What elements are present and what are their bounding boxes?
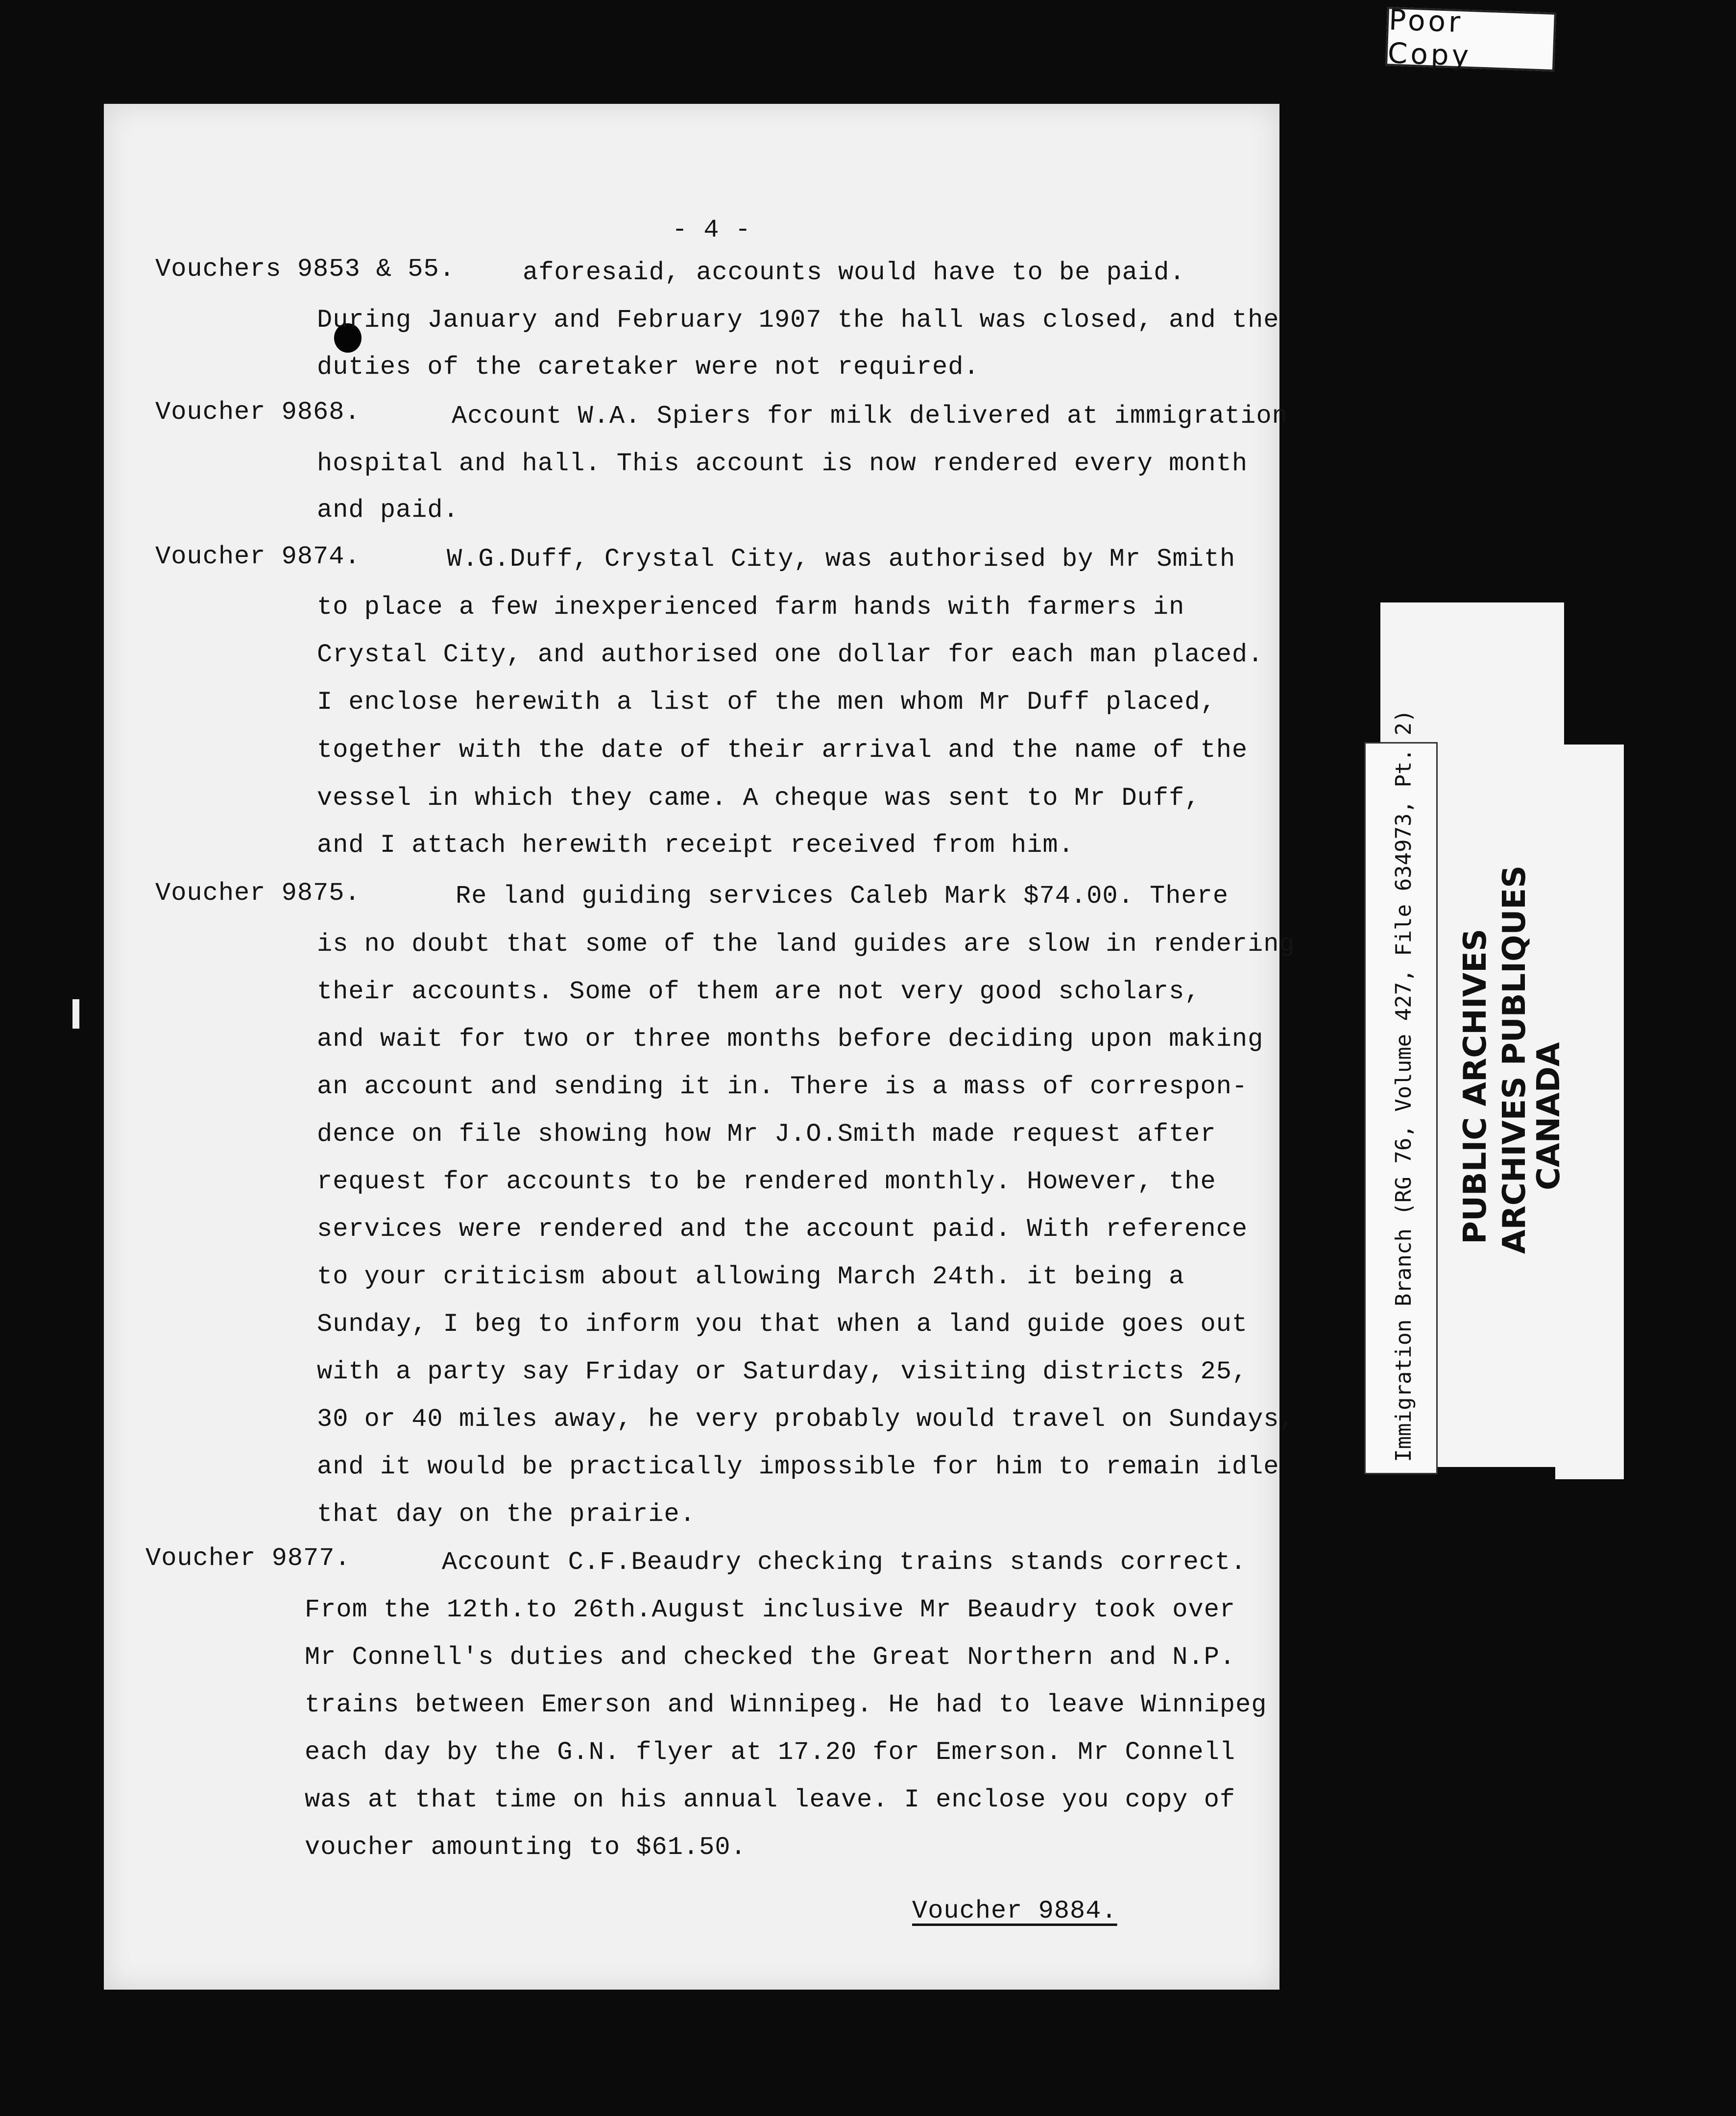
body-line: vessel in which they came. A cheque was sent to Mr Duff, [317, 784, 1201, 813]
body-line: each day by the G.N. flyer at 17.20 for Emerson. Mr Connell [305, 1738, 1236, 1767]
poor-copy-label: Poor Copy [1385, 7, 1556, 72]
document-page [104, 104, 1295, 1990]
body-line: with a party say Friday or Saturday, visiting districts 25, [317, 1357, 1248, 1386]
body-line: request for accounts to be rendered monthly. However, the [317, 1167, 1216, 1196]
body-line: I enclose herewith a list of the men whom Mr Duff placed, [317, 688, 1216, 717]
body-line: hospital and hall. This account is now rendered every month [317, 449, 1248, 478]
document-text [104, 104, 1295, 1990]
body-line: is no doubt that some of the land guides are slow in rendering [317, 930, 1295, 959]
body-line: W.G.Duff, Crystal City, was authorised by Mr Smith [447, 545, 1236, 574]
body-line: and wait for two or three months before deciding upon making [317, 1025, 1264, 1054]
body-line: Mr Connell's duties and checked the Great Northern and N.P. [305, 1643, 1236, 1672]
voucher-label: Voucher 9875. [155, 879, 361, 908]
voucher-label: Voucher 9874. [155, 542, 361, 571]
scan-mark [72, 999, 79, 1029]
body-line: During January and February 1907 the hall was closed, and the [317, 306, 1279, 335]
body-line: was at that time on his annual leave. I enclose you copy of [305, 1785, 1236, 1814]
voucher-label: Vouchers 9853 & 55. [155, 255, 455, 284]
body-line: together with the date of their arrival and the name of the [317, 736, 1248, 765]
body-line: Crystal City, and authorised one dollar for each man placed. [317, 640, 1264, 669]
body-line: to your criticism about allowing March 24th. it being a [317, 1262, 1185, 1291]
body-line: and paid. [317, 496, 459, 525]
next-voucher: Voucher 9884. [912, 1897, 1117, 1925]
archive-country: CANADA [1531, 1042, 1567, 1190]
body-line: dence on file showing how Mr J.O.Smith made request after [317, 1120, 1216, 1149]
body-line: to place a few inexperienced farm hands with farmers in [317, 593, 1185, 622]
body-line: aforesaid, accounts would have to be paid. [523, 258, 1185, 287]
body-line: trains between Emerson and Winnipeg. He had to leave Winnipeg [305, 1690, 1267, 1719]
body-line: duties of the caretaker were not required. [317, 353, 980, 382]
archive-name-fr: ARCHIVES PUBLIQUES [1496, 865, 1533, 1254]
archive-reference: Immigration Branch (RG 76, Volume 427, File 634973, Pt. 2) [1391, 709, 1416, 1462]
body-line: and it would be practically impossible for him to remain idle [317, 1452, 1279, 1481]
body-line: voucher amounting to $61.50. [305, 1833, 747, 1862]
body-line: Account C.F.Beaudry checking trains stands correct. [442, 1548, 1247, 1577]
voucher-label: Voucher 9868. [155, 398, 361, 427]
body-line: services were rendered and the account paid. With reference [317, 1215, 1248, 1244]
body-line: Sunday, I beg to inform you that when a land guide goes out [317, 1310, 1248, 1339]
body-line: an account and sending it in. There is a mass of correspon- [317, 1072, 1248, 1101]
body-line: and I attach herewith receipt received from him. [317, 831, 1074, 860]
body-line: Re land guiding services Caleb Mark $74.00. There [456, 882, 1229, 911]
archive-name-en: PUBLIC ARCHIVES [1457, 929, 1494, 1244]
body-line: 30 or 40 miles away, he very probably would travel on Sundays, [317, 1405, 1295, 1434]
voucher-label: Voucher 9877. [145, 1544, 351, 1573]
page-number: - 4 - [672, 216, 751, 244]
body-line: that day on the prairie. [317, 1500, 696, 1529]
body-line: their accounts. Some of them are not very good scholars, [317, 977, 1201, 1006]
body-line: Account W.A. Spiers for milk delivered at immigration [452, 402, 1288, 431]
body-line: From the 12th.to 26th.August inclusive Mr Beaudry took over [305, 1595, 1236, 1624]
